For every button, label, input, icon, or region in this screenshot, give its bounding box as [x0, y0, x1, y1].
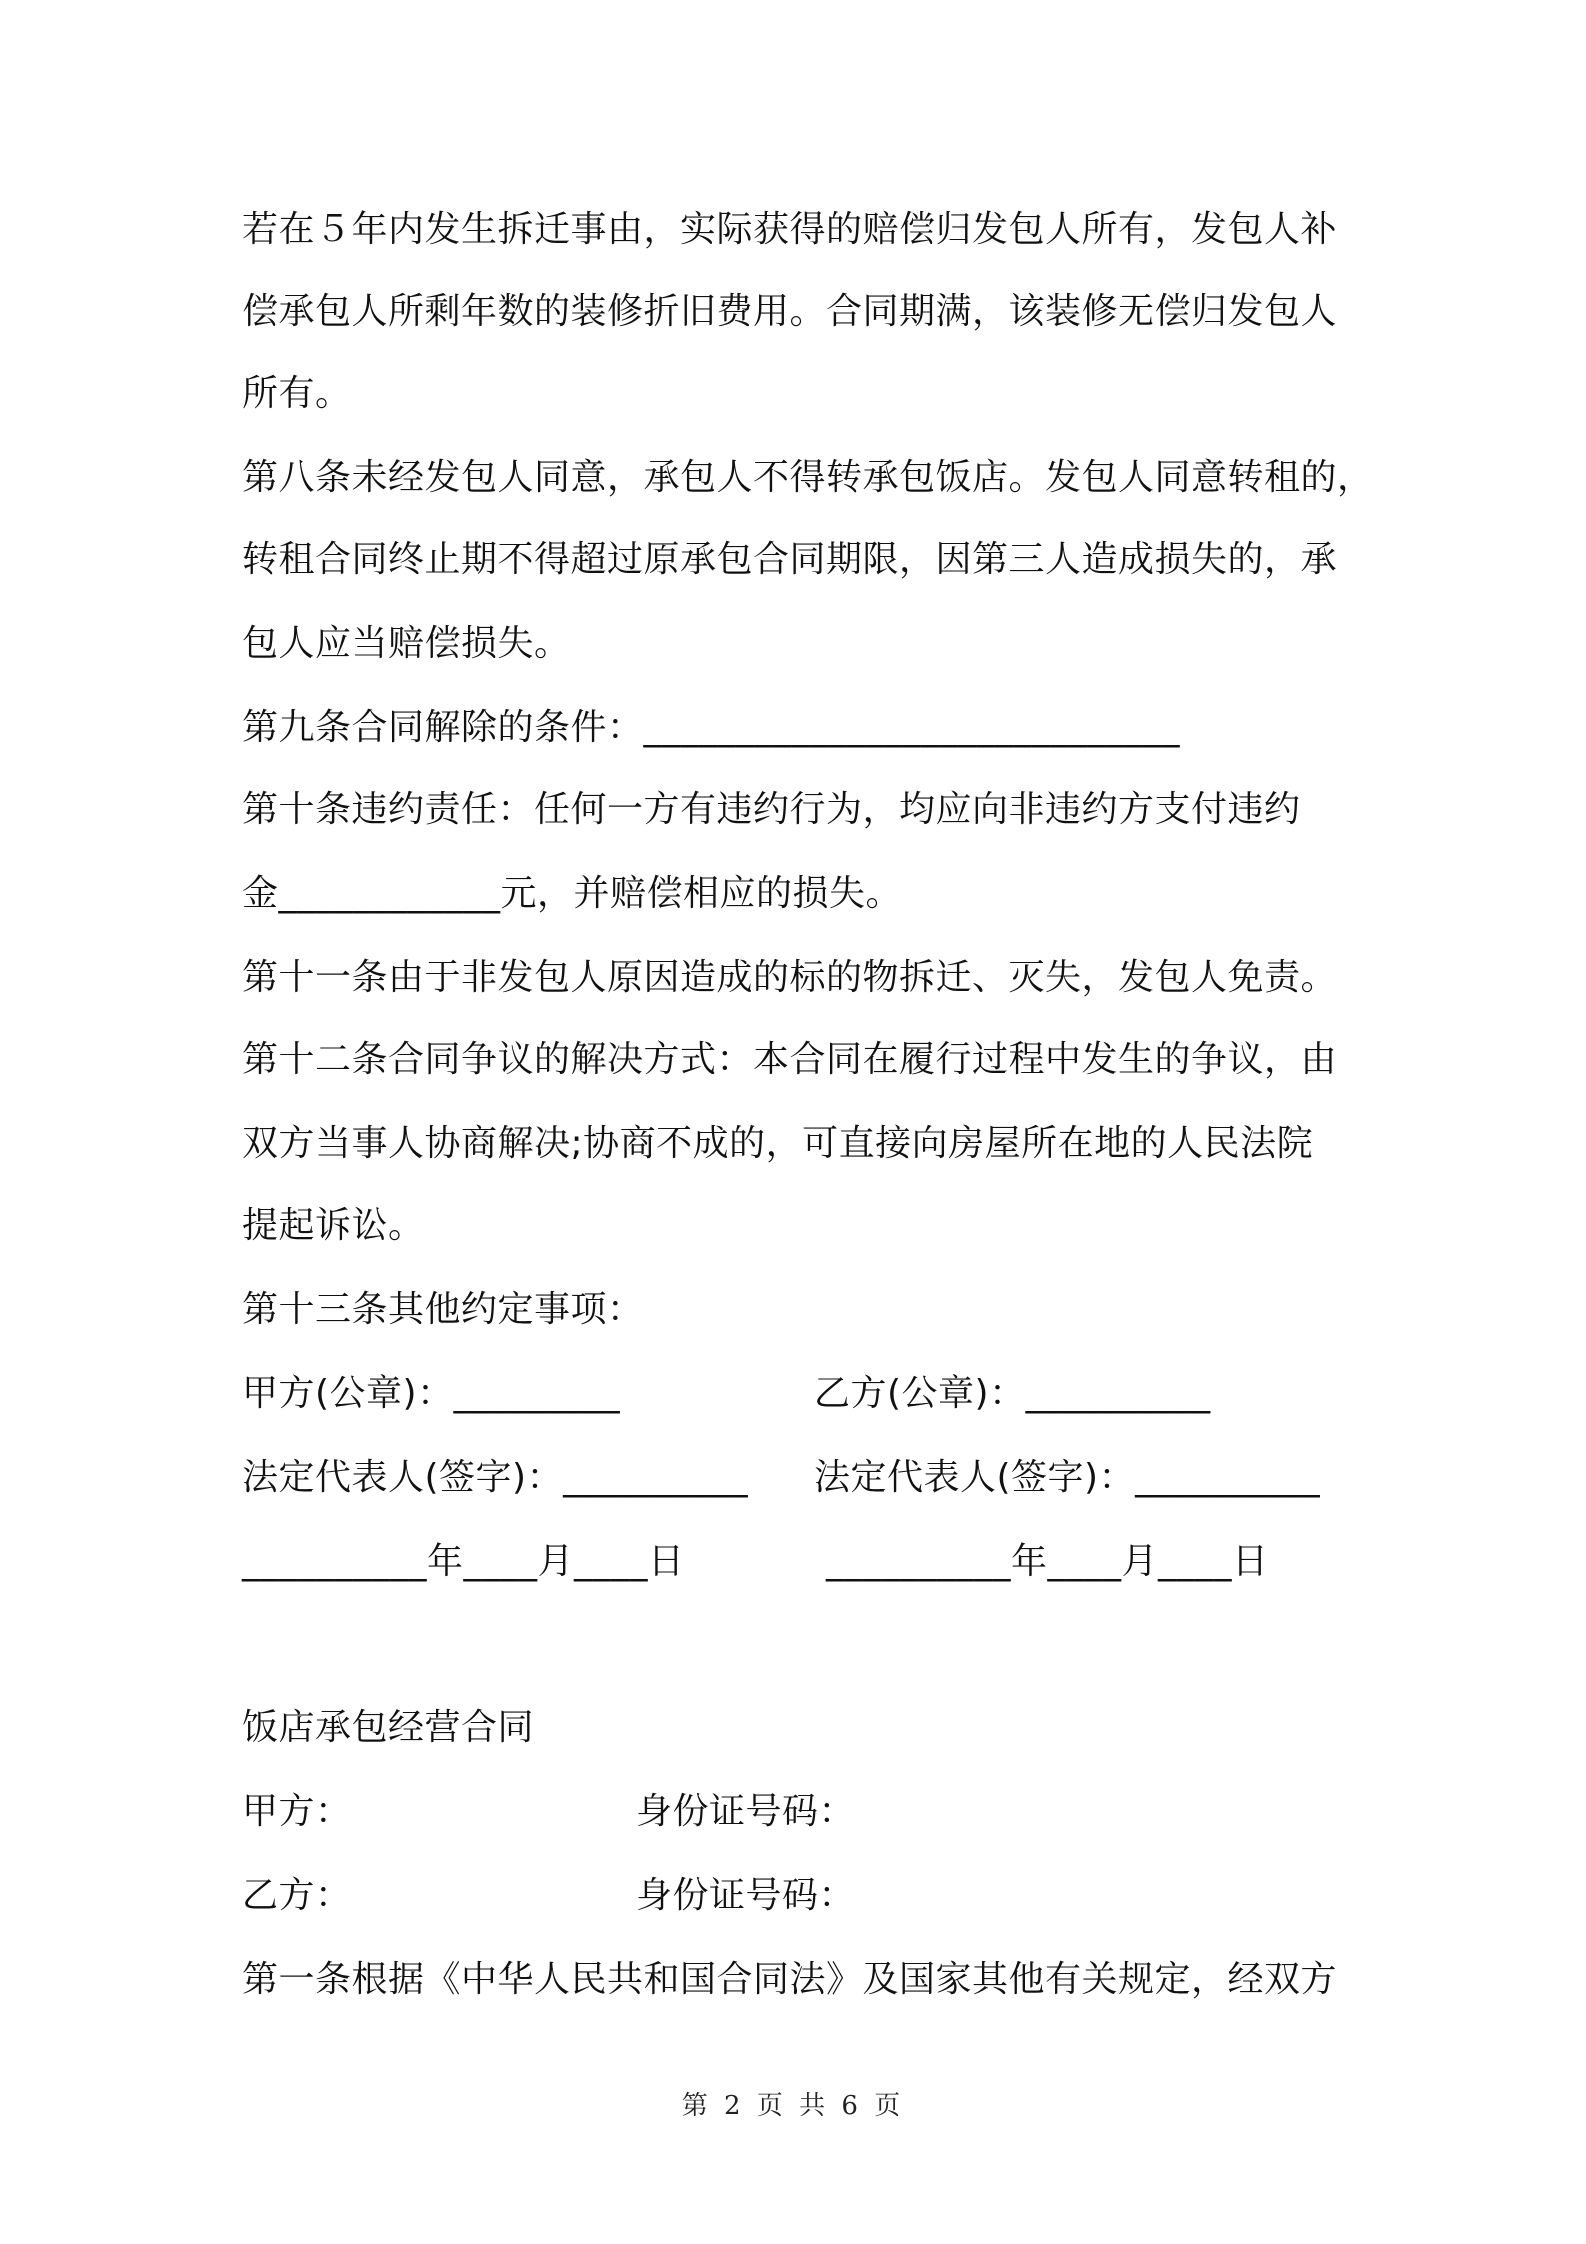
clause-10-line-1: 第十条违约责任：任何一方有违约行为，均应向非违约方支付违约	[242, 789, 1301, 830]
party-b-representative: 法定代表人(签字)：__________	[814, 1457, 1321, 1498]
party-a-date: __________年____月____日	[242, 1541, 685, 1582]
clause-13: 第十三条其他约定事项：	[242, 1289, 644, 1330]
clause-8-line-2: 转租合同终止期不得超过原承包合同期限，因第三人造成损失的，承	[242, 539, 1338, 580]
clause-8-line-3: 包人应当赔偿损失。	[242, 623, 571, 664]
party-b-seal: 乙方(公章)：__________	[814, 1373, 1211, 1414]
party-a-representative: 法定代表人(签字)：__________	[242, 1457, 749, 1498]
party-b-label: 乙方：	[242, 1875, 352, 1916]
party-a-id-label: 身份证号码：	[636, 1791, 856, 1832]
party-b-id-label: 身份证号码：	[636, 1875, 856, 1916]
clause-12-line-1: 第十二条合同争议的解决方式：本合同在履行过程中发生的争议，由	[242, 1039, 1338, 1080]
second-contract-title: 饭店承包经营合同	[242, 1707, 535, 1748]
body-line-2: 偿承包人所剩年数的装修折旧费用。合同期满，该装修无偿归发包人	[242, 291, 1338, 332]
clause-12-line-3: 提起诉讼。	[242, 1205, 425, 1246]
body-line-1: 若在５年内发生拆迁事由，实际获得的赔偿归发包人所有，发包人补	[242, 209, 1338, 250]
party-a-label: 甲方：	[242, 1791, 352, 1832]
clause-8-line-1: 第八条未经发包人同意，承包人不得转承包饭店。发包人同意转租的，	[242, 457, 1374, 498]
clause-12-line-2: 双方当事人协商解决;协商不成的，可直接向房屋所在地的人民法院	[242, 1123, 1314, 1164]
clause-10-line-2: 金____________元，并赔偿相应的损失。	[242, 873, 903, 914]
body-line-3: 所有。	[242, 373, 352, 414]
party-a-seal: 甲方(公章)：_________	[242, 1373, 621, 1414]
clause-9: 第九条合同解除的条件：_____________________________	[242, 707, 1181, 748]
party-b-date: __________年____月____日	[826, 1541, 1269, 1582]
clause-11: 第十一条由于非发包人原因造成的标的物拆迁、灭失，发包人免责。	[242, 957, 1338, 998]
first-clause: 第一条根据《中华人民共和国合同法》及国家其他有关规定，经双方	[242, 1959, 1338, 2000]
page-number-footer: 第 2 页 共 6 页	[681, 2091, 905, 2121]
